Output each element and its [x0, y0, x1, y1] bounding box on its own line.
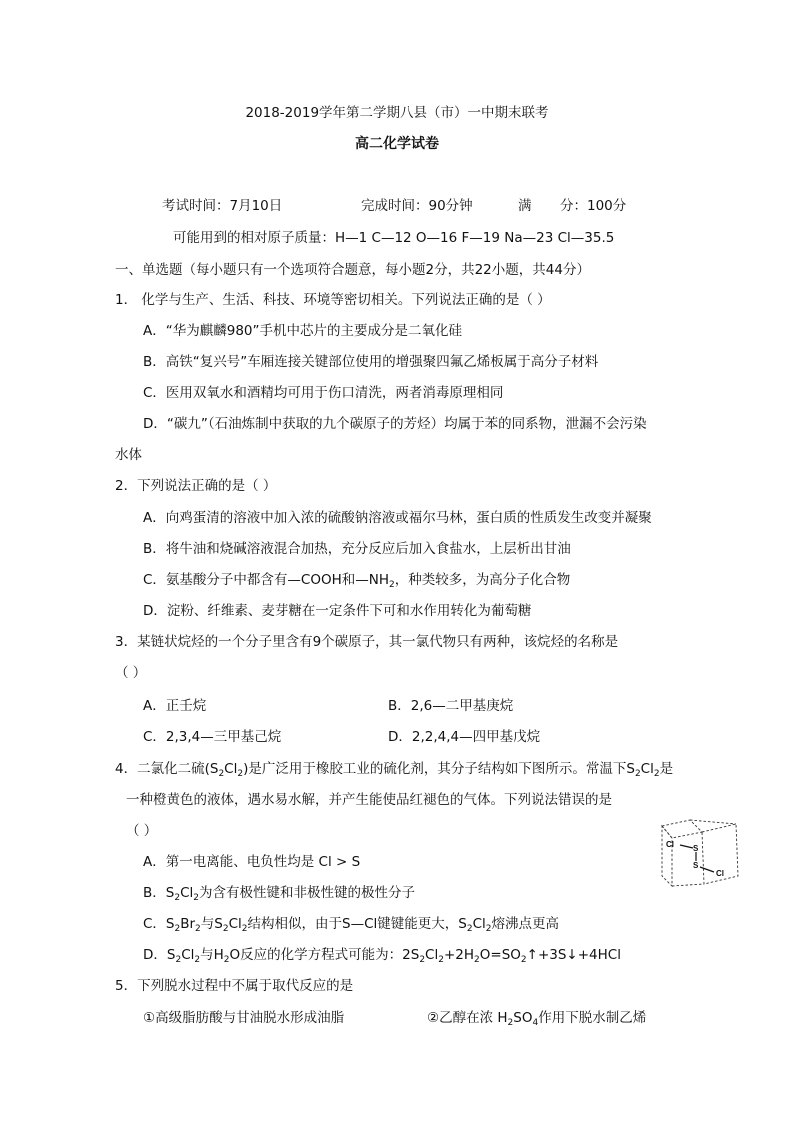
- diagram-left-plane: [662, 826, 672, 886]
- exam-date: 考试时间：7月10日: [162, 198, 283, 214]
- question-3-answer-paren: （ ）: [115, 665, 147, 681]
- full-marks-label: 满: [518, 198, 532, 214]
- question-5-item-2: ②乙醇在浓 $H_2SO_4$作用下脱水制乙烯: [427, 1010, 647, 1028]
- question-1-option-c: C．医用双氧水和酒精均可用于伤口清洗，两者消毒原理相同: [143, 385, 504, 401]
- full-marks-value: 分：100分: [560, 198, 627, 214]
- question-3-option-a: A．正壬烷: [143, 698, 207, 714]
- question-3-stem: 3．某链状烷烃的一个分子里含有9个碳原子，其一氯代物只有两种，该烷烃的名称是: [115, 634, 619, 650]
- question-1-stem: 1． 化学与生产、生活、科技、环境等密切相关。下列说法正确的是（ ）: [115, 292, 551, 308]
- question-4-stem: 4．二氯化二硫$(S_2Cl_2)$是广泛用于橡胶工业的硫化剂，其分子结构如下图所示。常温下$S_2Cl_2$是: [115, 761, 674, 779]
- question-2-option-d: D．淀粉、纤维素、麦芽糖在一定条件下可和水作用转化为葡萄糖: [143, 603, 532, 619]
- diagram-label-cl-2: Cl: [716, 869, 724, 878]
- question-5-item-1: ①高级脂肪酸与甘油脱水形成油脂: [143, 1010, 345, 1026]
- exam-duration: 完成时间：90分钟: [361, 198, 473, 214]
- question-3-option-b: B．2,6—二甲基庚烷: [388, 698, 514, 714]
- question-2-option-b: B．将牛油和烧碱溶液混合加热，充分反应后加入食盐水，上层析出甘油: [143, 541, 571, 557]
- question-4-stem-continued: 一种橙黄色的液体，遇水易水解，并产生能使品红褪色的气体。下列说法错误的是: [126, 792, 612, 808]
- question-2-stem: 2．下列说法正确的是（ ）: [115, 478, 277, 494]
- question-1-option-d: D．“碳九”（石油炼制中获取的九个碳原子的芳烃）均属于苯的同系物，泄漏不会污染: [143, 416, 647, 432]
- exam-title: 2018-2019学年第二学期八县（市）一中期末联考: [245, 105, 549, 121]
- question-2-option-a: A．向鸡蛋清的溶液中加入浓的硫酸钠溶液或福尔马林，蛋白质的性质发生改变并凝聚: [143, 510, 652, 526]
- diagram-label-cl-1: Cl: [666, 840, 674, 849]
- question-3-option-d: D．2,2,4,4—四甲基戊烷: [388, 729, 541, 745]
- question-4-option-a: A．第一电离能、电负性均是 Cl > S: [143, 854, 361, 870]
- question-2-option-c: C．氨基酸分子中都含有—COOH和$—NH_2$，种类较多，为高分子化合物: [143, 572, 571, 590]
- s2cl2-structure-diagram: [660, 818, 742, 890]
- question-4-answer-paren: （ ）: [126, 823, 158, 839]
- section-heading: 一、单选题（每小题只有一个选项符合题意，每小题2分，共22小题，共44分）: [115, 262, 590, 278]
- question-1-option-d-continued: 水体: [115, 447, 142, 463]
- diagram-label-s-2: S: [693, 861, 699, 870]
- question-4-option-b: B．$S_2Cl_2$为含有极性键和非极性键的极性分子: [143, 885, 415, 903]
- exam-subtitle: 高二化学试卷: [355, 136, 439, 152]
- question-5-stem: 5．下列脱水过程中不属于取代反应的是: [115, 978, 354, 994]
- question-4-option-c: C．$S_2Br_2$与$S_2Cl_2$结构相似，由于S—Cl键键能更大，$S_2Cl_2$熔沸点更高: [143, 916, 559, 934]
- question-1-option-a: A．“华为麒麟980”手机中芯片的主要成分是二氧化硅: [143, 323, 462, 339]
- diagram-top-edge: [690, 820, 736, 824]
- diagram-cl-s-bond-1: [680, 845, 693, 848]
- question-3-option-c: C．2,3,4—三甲基己烷: [143, 729, 282, 745]
- diagram-s-cl-bond-2: [700, 867, 714, 872]
- diagram-label-s-1: S: [693, 844, 699, 853]
- diagram-bottom-edge: [672, 884, 704, 886]
- diagram-top-plane-left: [662, 820, 702, 838]
- question-1-option-b: B．高铁“复兴号”车厢连接关键部位使用的增强聚四氟乙烯板属于高分子材料: [143, 354, 599, 370]
- question-4-option-d: D．$S_2Cl_2$与$H_2O$反应的化学方程式可能为：$2S_2Cl_2+2H_2O=SO_2↑+3S↓+4HCl$: [143, 947, 621, 965]
- atomic-masses: 可能用到的相对原子质量：H—1 C—12 O—16 F—19 Na—23 Cl—35.5: [173, 230, 615, 246]
